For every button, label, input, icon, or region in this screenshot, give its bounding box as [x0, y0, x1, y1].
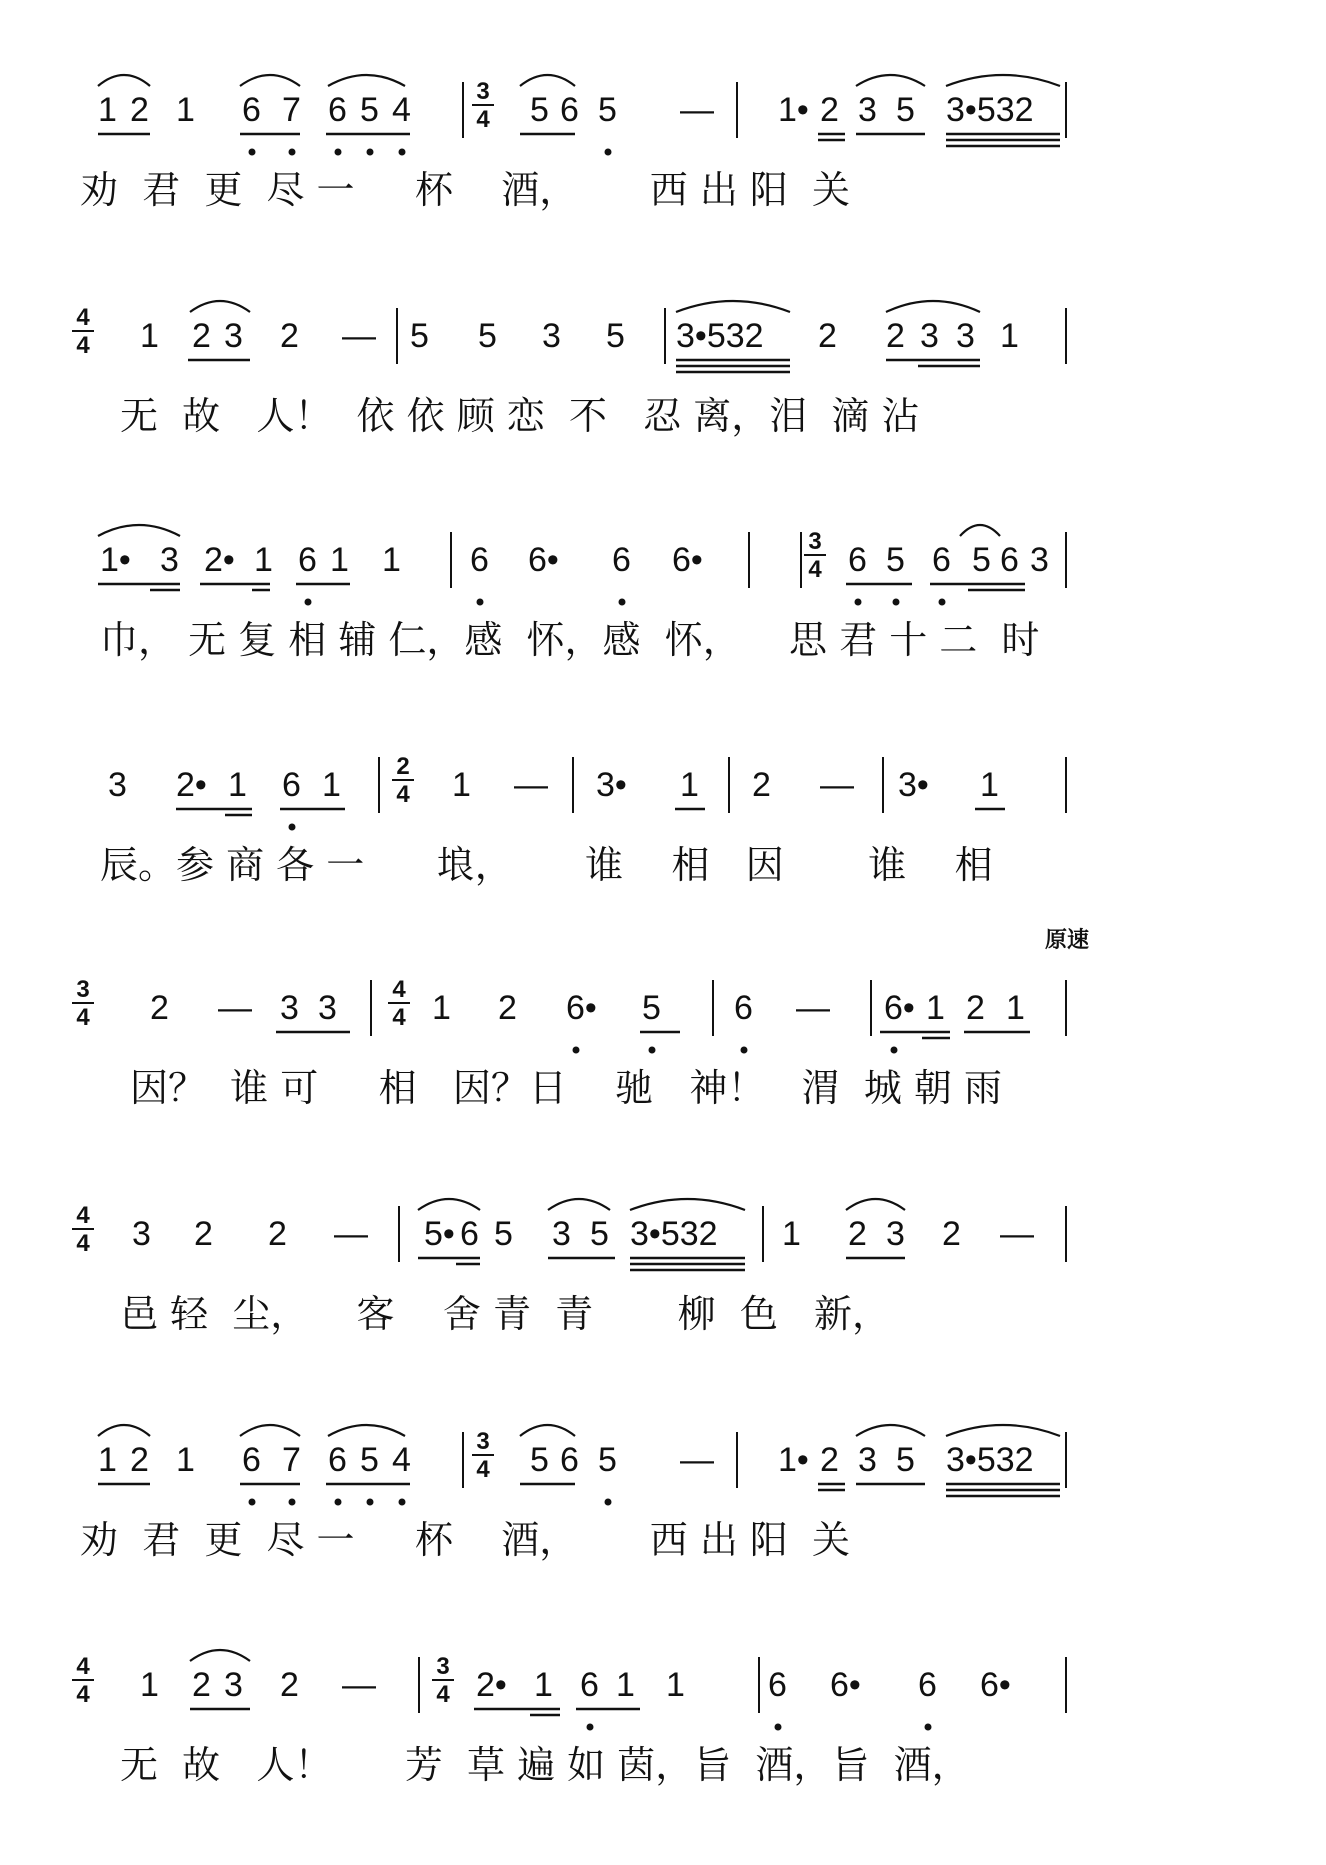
note: 1: [666, 1666, 685, 1704]
score-row-5: [0, 976, 1326, 1188]
tempo-marking: 原速: [1045, 928, 1090, 953]
note: 6: [918, 1666, 937, 1704]
bar-line: [396, 308, 398, 364]
note: —: [218, 989, 252, 1027]
time-signature: [70, 976, 96, 1032]
time-signature-denominator: 4: [436, 1681, 450, 1708]
note: 2: [886, 317, 905, 355]
time-signature-numerator: 4: [76, 1653, 90, 1680]
bar-line: [728, 757, 730, 813]
note: 6: [560, 1441, 579, 1479]
lyrics-line: 劝 君 更 尽 一 杯 酒， 西 出 阳 关: [80, 1518, 851, 1562]
slur: [520, 75, 575, 86]
score-row-4: [0, 753, 1326, 965]
bar-line: [882, 757, 884, 813]
note: 1: [330, 541, 349, 579]
note: 2: [192, 317, 211, 355]
bar-line: [664, 308, 666, 364]
slur: [548, 1199, 610, 1210]
note: 6: [612, 541, 631, 579]
note: —: [342, 317, 376, 355]
time-signature: [70, 1202, 96, 1258]
note: 2•: [476, 1666, 507, 1704]
lyrics-line: 劝 君 更 尽 一 杯 酒， 西 出 阳 关: [80, 168, 851, 212]
lyrics-line: 邑 轻 尘， 客 舍 青 青 柳 色 新，: [120, 1292, 891, 1336]
lyrics-line: 因？ 谁 可 相 因？日 驰 神！ 渭 城 朝 雨: [130, 1066, 1002, 1110]
time-signature-denominator: 4: [476, 106, 490, 133]
slur: [190, 301, 250, 312]
bar-line: [1065, 757, 1067, 813]
bar-line: [712, 980, 714, 1036]
note: 6: [560, 91, 579, 129]
time-signature-denominator: 4: [76, 332, 90, 359]
note: 5: [606, 317, 625, 355]
time-signature-numerator: 2: [396, 753, 410, 780]
note: 1: [534, 1666, 553, 1704]
time-signature: [70, 1653, 96, 1709]
note: 6•: [566, 989, 597, 1027]
slur: [418, 1199, 480, 1210]
note: 5: [598, 91, 617, 129]
slur: [520, 1425, 575, 1436]
note: —: [342, 1666, 376, 1704]
time-signature-numerator: 4: [392, 976, 406, 1003]
note: 1: [98, 91, 117, 129]
note: 5: [360, 1441, 379, 1479]
note: 1: [176, 1441, 195, 1479]
note: 6•: [672, 541, 703, 579]
bar-line: [748, 532, 750, 588]
note: 6: [580, 1666, 599, 1704]
note: 3•532: [946, 91, 1034, 129]
note: 1: [322, 766, 341, 804]
note: 2: [130, 91, 149, 129]
time-signature-denominator: 4: [808, 556, 822, 583]
note: 2: [194, 1215, 213, 1253]
note: 5: [478, 317, 497, 355]
slur: [190, 1650, 250, 1661]
note: 1: [926, 989, 945, 1027]
note: 6: [734, 989, 753, 1027]
note: —: [1000, 1215, 1034, 1253]
note: 3•532: [676, 317, 764, 355]
note: 3: [224, 1666, 243, 1704]
bar-line: [758, 1657, 760, 1713]
note: 6: [242, 91, 261, 129]
time-signature: [470, 1428, 496, 1484]
lyrics-line: 辰。参 商 各 一 埌， 谁 相 因 谁 相: [100, 843, 993, 887]
note: 1: [254, 541, 273, 579]
note: 3: [542, 317, 561, 355]
note: 5: [886, 541, 905, 579]
time-signature: [70, 304, 96, 360]
bar-line: [1065, 532, 1067, 588]
slur: [846, 1199, 905, 1210]
note: 6: [470, 541, 489, 579]
note: 6: [848, 541, 867, 579]
note: 5•: [424, 1215, 455, 1253]
note: 6•: [884, 989, 915, 1027]
time-signature: [430, 1653, 456, 1709]
slur: [676, 301, 790, 312]
note: —: [514, 766, 548, 804]
note: 2•: [204, 541, 235, 579]
note: 3: [280, 989, 299, 1027]
score-row-2: [0, 304, 1326, 516]
note: 3: [108, 766, 127, 804]
note: 5: [972, 541, 991, 579]
bar-line: [462, 1432, 464, 1488]
score-row-8: [0, 1653, 1326, 1865]
note: 1: [140, 1666, 159, 1704]
time-signature: [802, 528, 828, 584]
note: 5: [642, 989, 661, 1027]
score-row-3: [0, 528, 1326, 740]
note: 3: [886, 1215, 905, 1253]
note: —: [680, 91, 714, 129]
note: 2: [848, 1215, 867, 1253]
bar-line: [800, 532, 802, 588]
note: 3: [920, 317, 939, 355]
lyrics-line: 无 故 人！ 依 依 顾 恋 不 忍 离，泪 滴 沾: [120, 394, 920, 438]
note: 2: [966, 989, 985, 1027]
note: 3: [858, 91, 877, 129]
time-signature-numerator: 3: [76, 976, 90, 1003]
time-signature-denominator: 4: [396, 781, 410, 808]
time-signature: [386, 976, 412, 1032]
note: 6: [298, 541, 317, 579]
score-row-6: [0, 1202, 1326, 1414]
note: 1: [616, 1666, 635, 1704]
time-signature: [390, 753, 416, 809]
note: 3: [160, 541, 179, 579]
note: 5: [530, 1441, 549, 1479]
note: 1: [228, 766, 247, 804]
time-signature-numerator: 3: [436, 1653, 450, 1680]
slur: [98, 1425, 150, 1436]
slur: [98, 525, 180, 536]
note: 2•: [176, 766, 207, 804]
note: 5: [410, 317, 429, 355]
bar-line: [870, 980, 872, 1036]
slur: [328, 1425, 405, 1436]
note: 6: [768, 1666, 787, 1704]
note: 1: [140, 317, 159, 355]
note: 5: [360, 91, 379, 129]
slur: [886, 301, 980, 312]
note: 2: [942, 1215, 961, 1253]
note: 3: [552, 1215, 571, 1253]
note: 1: [176, 91, 195, 129]
bar-line: [1065, 1657, 1067, 1713]
note: 3: [318, 989, 337, 1027]
slur: [946, 1425, 1060, 1436]
bar-line: [736, 1432, 738, 1488]
time-signature-numerator: 4: [76, 304, 90, 331]
note: 3: [858, 1441, 877, 1479]
note: 1: [1006, 989, 1025, 1027]
slur: [240, 75, 300, 86]
lyrics-line: 巾， 无 复 相 辅 仁，感 怀，感 怀， 思 君 十 二 时: [100, 618, 1040, 662]
score-row-7: [0, 1428, 1326, 1640]
note: 2: [752, 766, 771, 804]
note: 1•: [100, 541, 131, 579]
bar-line: [462, 82, 464, 138]
note: 6: [282, 766, 301, 804]
bar-line: [418, 1657, 420, 1713]
note: 2: [150, 989, 169, 1027]
bar-line: [1065, 980, 1067, 1036]
bar-line: [378, 757, 380, 813]
note: 2: [818, 317, 837, 355]
slur: [240, 1425, 300, 1436]
note: 2: [280, 317, 299, 355]
note: 3•: [898, 766, 929, 804]
note: 6: [328, 91, 347, 129]
note: 2: [820, 91, 839, 129]
note: 6: [328, 1441, 347, 1479]
note: 3: [1030, 541, 1049, 579]
slur: [328, 75, 405, 86]
time-signature-numerator: 3: [476, 1428, 490, 1455]
score-row-1: [0, 78, 1326, 290]
time-signature-denominator: 4: [476, 1456, 490, 1483]
note: 5: [494, 1215, 513, 1253]
bar-line: [450, 532, 452, 588]
note: 3•532: [630, 1215, 718, 1253]
note: 2: [130, 1441, 149, 1479]
time-signature-numerator: 3: [808, 528, 822, 555]
note: 2: [498, 989, 517, 1027]
note: 6: [932, 541, 951, 579]
time-signature-numerator: 4: [76, 1202, 90, 1229]
note: 2: [280, 1666, 299, 1704]
time-signature-denominator: 4: [392, 1004, 406, 1031]
note: 3: [956, 317, 975, 355]
bar-line: [1065, 82, 1067, 138]
bar-line: [1065, 1206, 1067, 1262]
note: 5: [530, 91, 549, 129]
note: 1•: [778, 1441, 809, 1479]
note: 1: [98, 1441, 117, 1479]
note: 1: [382, 541, 401, 579]
note: 5: [598, 1441, 617, 1479]
time-signature-numerator: 3: [476, 78, 490, 105]
note: 5: [896, 1441, 915, 1479]
note: 6•: [830, 1666, 861, 1704]
note: 7: [282, 91, 301, 129]
note: —: [334, 1215, 368, 1253]
slur: [98, 75, 150, 86]
note: 1: [680, 766, 699, 804]
note: 2: [192, 1666, 211, 1704]
note: 1: [980, 766, 999, 804]
time-signature-denominator: 4: [76, 1004, 90, 1031]
time-signature: [470, 78, 496, 134]
note: 4: [392, 1441, 411, 1479]
note: 5: [896, 91, 915, 129]
note: 2: [268, 1215, 287, 1253]
note: 6: [460, 1215, 479, 1253]
note: 6: [1000, 541, 1019, 579]
bar-line: [398, 1206, 400, 1262]
time-signature-denominator: 4: [76, 1230, 90, 1257]
note: —: [680, 1441, 714, 1479]
note: 1•: [778, 91, 809, 129]
bar-line: [572, 757, 574, 813]
bar-line: [736, 82, 738, 138]
note: 2: [820, 1441, 839, 1479]
bar-line: [370, 980, 372, 1036]
note: 6: [242, 1441, 261, 1479]
slur: [856, 1425, 925, 1436]
note: 3•532: [946, 1441, 1034, 1479]
slur: [856, 75, 925, 86]
note: 6•: [528, 541, 559, 579]
bar-line: [1065, 1432, 1067, 1488]
note: 1: [782, 1215, 801, 1253]
bar-line: [1065, 308, 1067, 364]
note: —: [820, 766, 854, 804]
note: 7: [282, 1441, 301, 1479]
time-signature-denominator: 4: [76, 1681, 90, 1708]
slur: [946, 75, 1060, 86]
lyrics-line: 无 故 人！ 芳 草 遍 如 茵，旨 酒，旨 酒，: [120, 1743, 970, 1787]
note: 3: [132, 1215, 151, 1253]
note: 6•: [980, 1666, 1011, 1704]
note: 1: [432, 989, 451, 1027]
note: 4: [392, 91, 411, 129]
bar-line: [762, 1206, 764, 1262]
note: 3•: [596, 766, 627, 804]
note: 3: [224, 317, 243, 355]
slur: [630, 1199, 745, 1210]
note: —: [796, 989, 830, 1027]
slur: [960, 525, 1000, 536]
note: 5: [590, 1215, 609, 1253]
note: 1: [452, 766, 471, 804]
note: 1: [1000, 317, 1019, 355]
